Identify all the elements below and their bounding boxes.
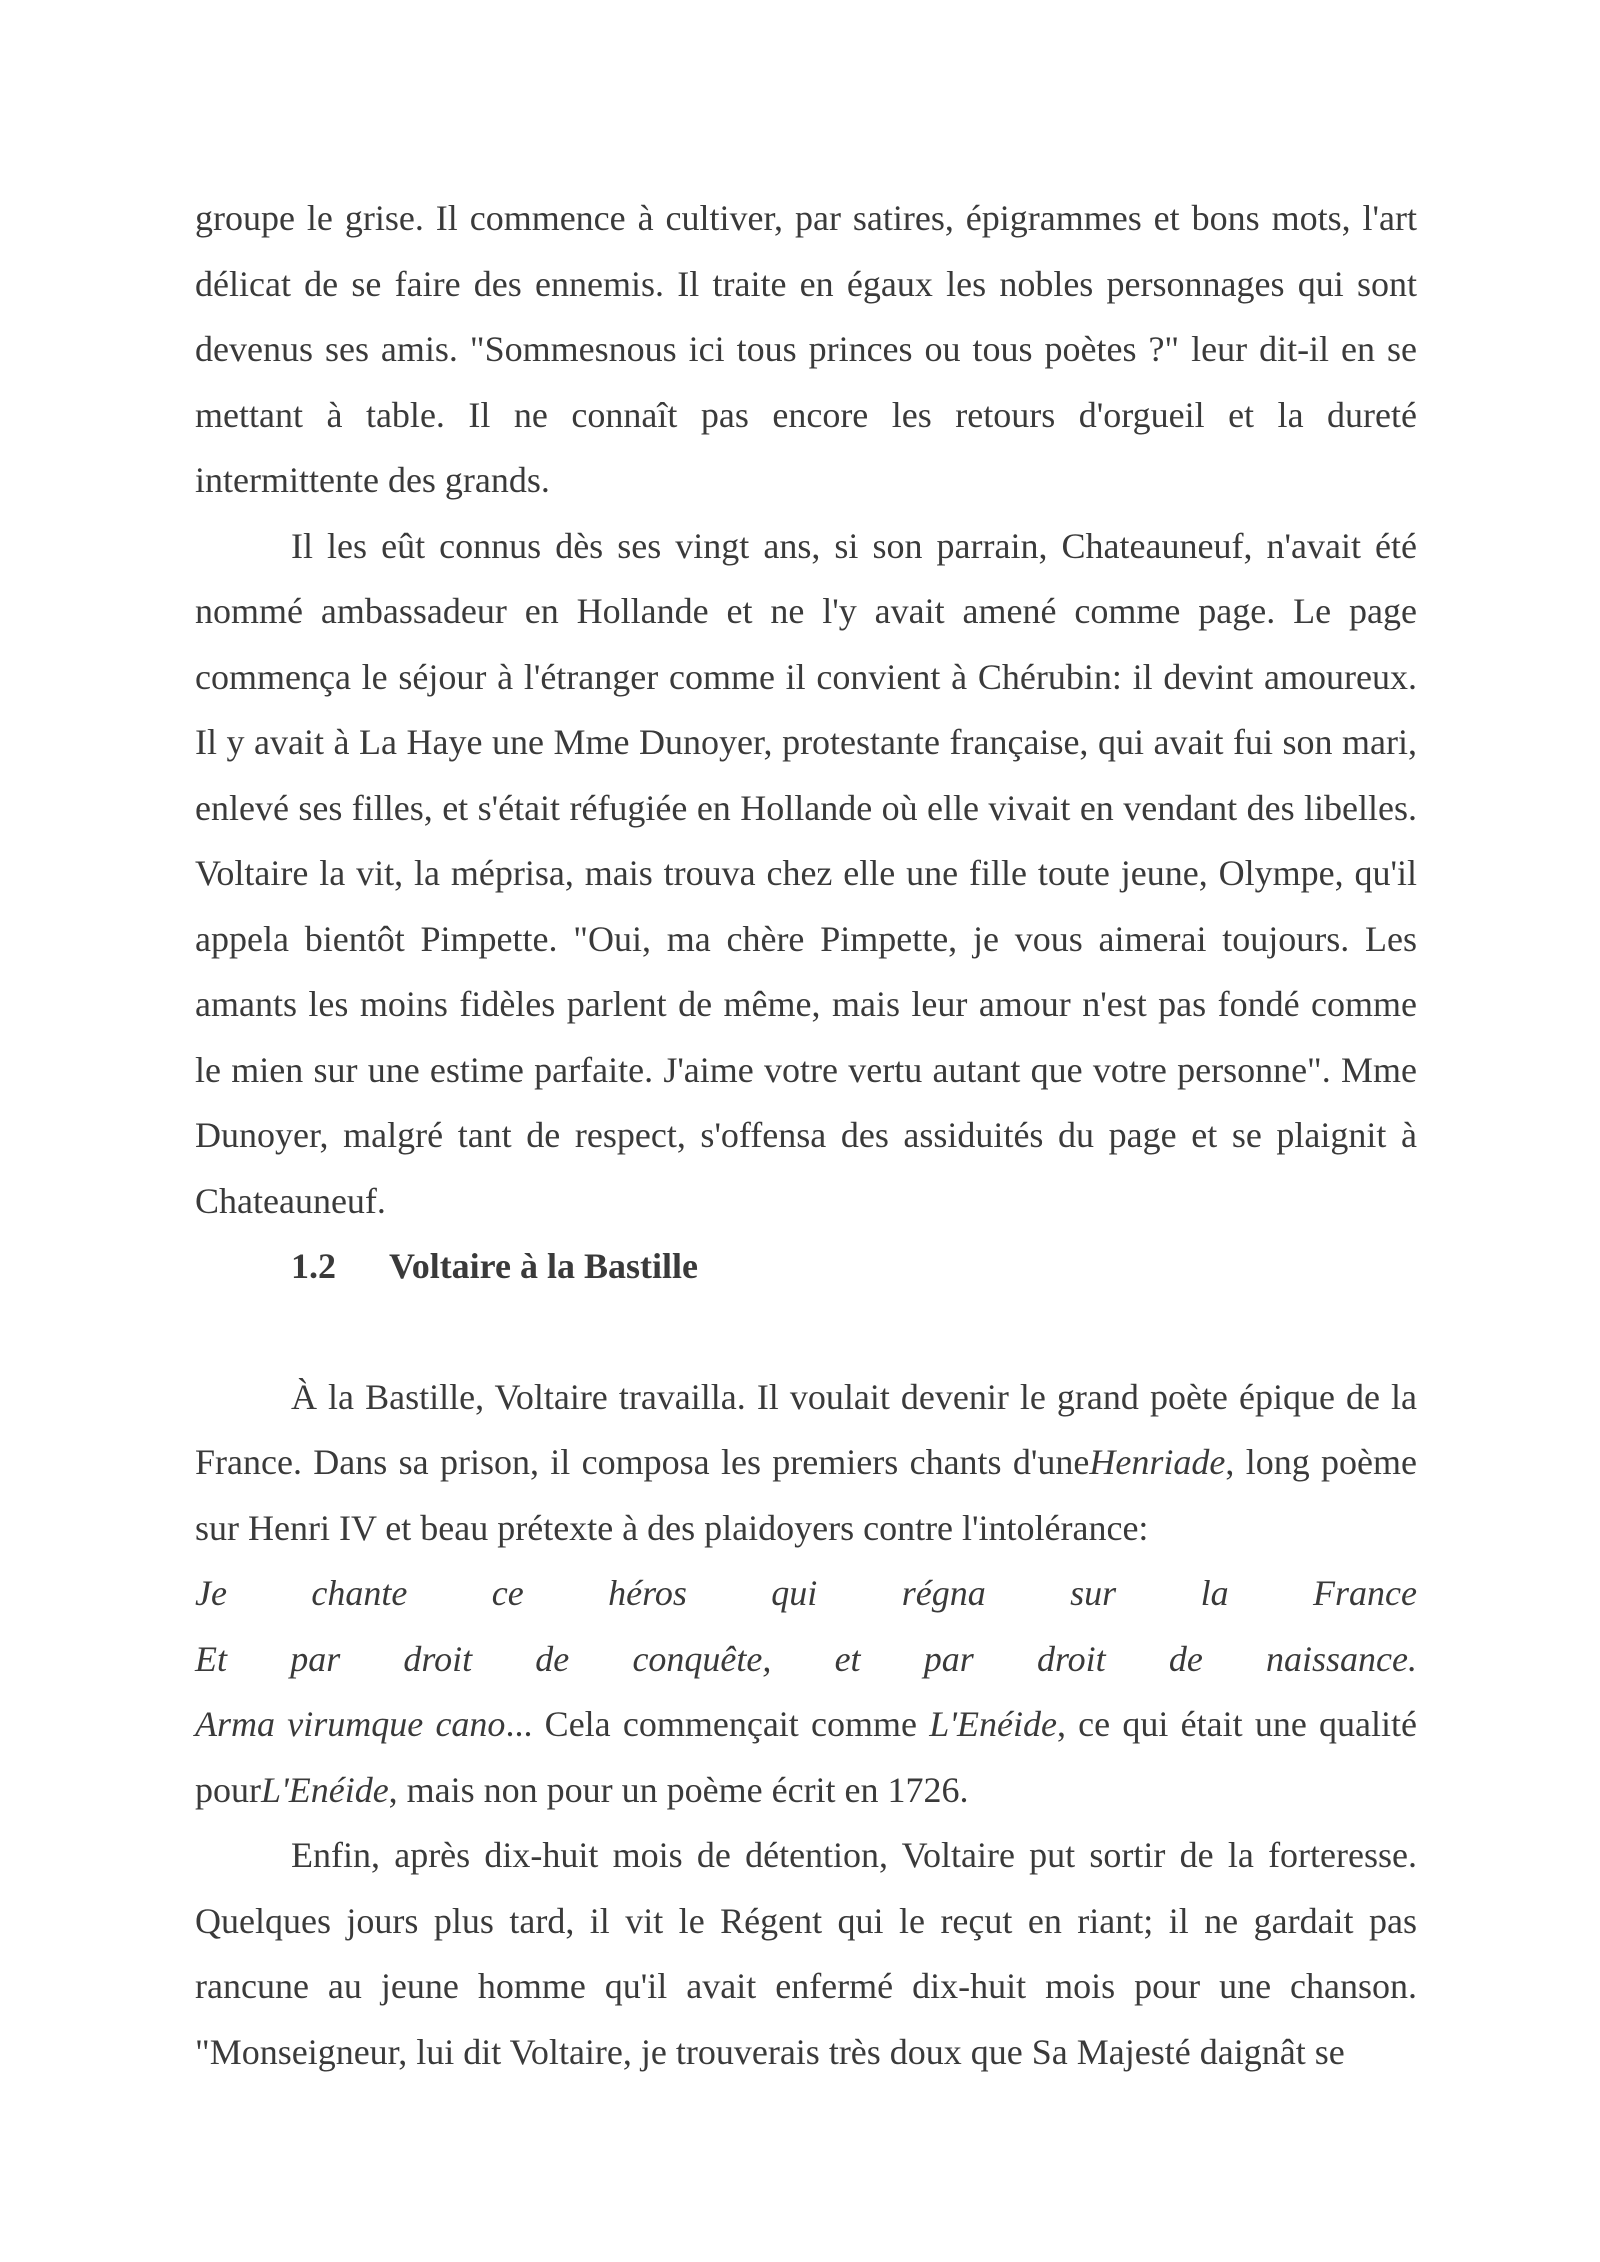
- eneide-title-1: L'Enéide: [929, 1704, 1057, 1744]
- section-number: 1.2: [291, 1246, 336, 1286]
- paragraph-3-text: À la Bastille, Voltaire travailla. Il voulait devenir le grand poète épique de la France. Dans sa prison, il composa les premiers chants d'une: [195, 1376, 1417, 1482]
- paragraph-5: Enfin, après dix-huit mois de détention, Voltaire put sortir de la forteresse. Quelques jours plus tard, il vit le Régent qui le reçut en riant; il ne gardait pas rancune au jeune homme qu'il avait enfermé dix-huit mois pour une chanson. "Monseigneur, lui dit Voltaire, je trouverais très doux que Sa Majesté daignât se: [195, 1835, 1417, 2072]
- eneide-title-2: L'Enéide: [261, 1769, 389, 1810]
- verse-line-1: Je chante ce héros qui régna sur la France: [195, 1573, 1417, 1613]
- latin-quote: Arma virumque cano: [195, 1704, 506, 1744]
- paragraph-4: [195, 1692, 1417, 1823]
- paragraph-4-text-2: , ce qui était une qualité pour: [195, 1704, 1418, 1810]
- section-title: Voltaire à la Bastille: [389, 1246, 698, 1286]
- paragraph-4-text-end: , mais non pour un poème écrit en 1726.: [388, 1769, 969, 1810]
- paragraph-1: groupe le grise. Il commence à cultiver, par satires, épigrammes et bons mots, l'art délicat de se faire des ennemis. Il traite en égaux les nobles personnages qui sont devenus ses amis. "Sommesnous ici tous princes ou tous poètes ?" leur dit-il en se mettant à table. Il ne connaît pas encore les retours d'orgueil et la dureté intermittente des grands.: [195, 198, 1417, 500]
- paragraph-3-text-end: , long poème sur Henri IV et beau prétexte à des plaidoyers contre l'intolérance:: [195, 1442, 1417, 1548]
- paragraph-2: Il les eût connus dès ses vingt ans, si son parrain, Chateauneuf, n'avait été nommé ambassadeur en Hollande et ne l'y avait amené comme page. Le page commença le séjour à l'étranger comme il convient à Chérubin: il devint amoureux. Il y avait à La Haye une Mme Dunoyer, protestante française, qui avait fui son mari, enlevé ses filles, et s'était réfugiée en Hollande où elle vivait en vendant des libelles. Voltaire la vit, la méprisa, mais trouva chez elle une fille toute jeune, Olympe, qu'il appela bientôt Pimpette. "Oui, ma chère Pimpette, je vous aimerai toujours. Les amants les moins fidèles parlent de même, mais leur amour n'est pas fondé comme le mien sur une estime parfaite. J'aime votre vertu autant que votre personne". Mme Dunoyer, malgré tant de respect, s'offensa des assiduités du page et se plaignit à Chateauneuf.: [195, 525, 1417, 1221]
- verse-line-2: Et par droit de conquête, et par droit de naissance.: [195, 1638, 1417, 1679]
- document-page: [195, 186, 1417, 2085]
- section-heading: [291, 1234, 1417, 1300]
- ellipsis: ...: [505, 1704, 533, 1744]
- paragraph-4-text: Cela commençait comme: [532, 1704, 930, 1744]
- paragraph-3: [195, 1365, 1417, 1562]
- henriade-title: Henriade: [1089, 1442, 1226, 1482]
